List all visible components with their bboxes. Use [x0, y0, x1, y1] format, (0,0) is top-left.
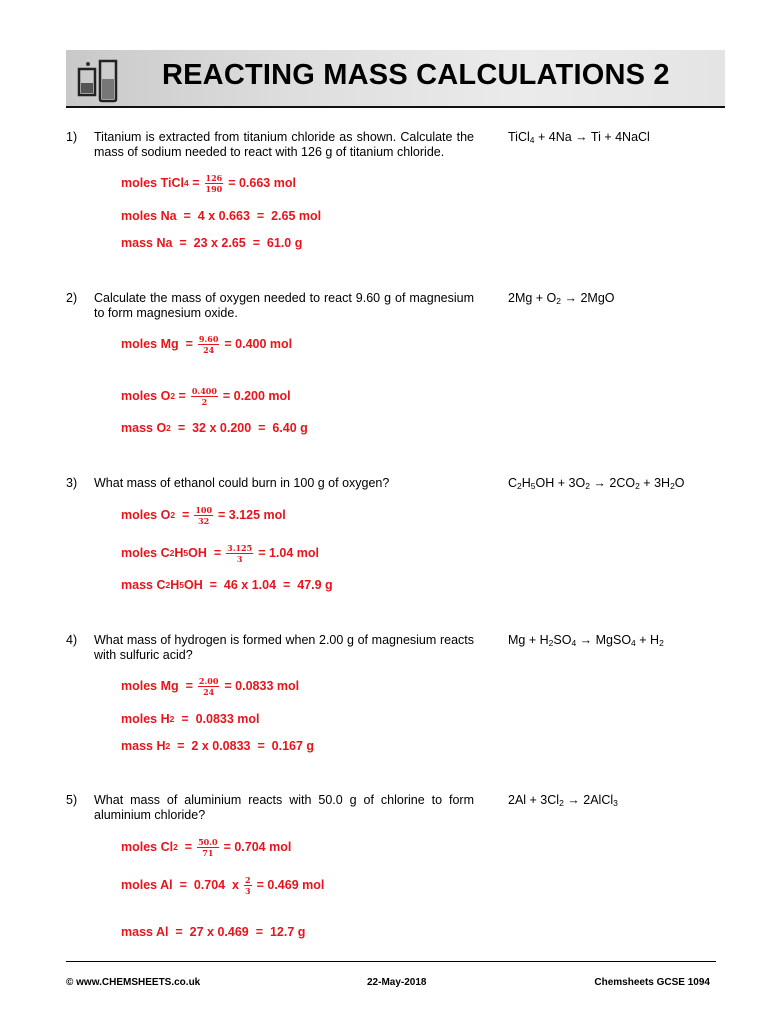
lab-glassware-icon: [76, 55, 124, 103]
text-segment: O: [674, 476, 685, 490]
answer-line: [121, 201, 321, 231]
text-segment: =: [177, 840, 193, 854]
fraction: [244, 875, 252, 896]
text-segment: = 1.04 mol: [258, 546, 320, 560]
chemical-equation: [508, 130, 650, 144]
text-segment: = 0.469 mol: [256, 878, 325, 892]
subscript: 2: [517, 481, 522, 491]
denominator: 3: [245, 885, 251, 896]
text-segment: OH + 3O: [535, 476, 586, 490]
answer-line: mass C 2 H 5 OH = 46 x 1.04 = 47.9 g: [121, 578, 333, 592]
text-segment: Mg + H: [508, 633, 549, 647]
denominator: 2: [201, 396, 208, 407]
text-segment: = 2 x 0.0833 = 0.167 g: [170, 739, 315, 753]
text-segment: mass C: [121, 578, 166, 592]
numerator: 126: [205, 172, 223, 183]
question-text: What mass of aluminium reacts with 50.0 g of chlorine to form aluminium chloride?: [94, 793, 474, 822]
question-text: What mass of hydrogen is formed when 2.00 g of magnesium reacts with sulfuric acid?: [94, 633, 474, 662]
answer-line: moles O 2 = $\frac{0.400}{2}$ = 0.200 mol: [121, 385, 291, 407]
denominator: 71: [202, 847, 214, 858]
text-segment: → MgSO: [576, 633, 632, 647]
answer-line: moles C 2 H 5 OH = $\frac{3.125}{3}$ = 1.04 mol: [121, 542, 320, 564]
text-segment: H: [174, 546, 184, 560]
text-segment: mass O: [121, 421, 167, 435]
numerator: 9.60: [198, 333, 219, 344]
text-segment: moles Cl: [121, 840, 174, 854]
chemical-equation: [508, 291, 615, 305]
fraction: [191, 386, 218, 407]
subscript: 4: [571, 638, 577, 648]
subscript: 2: [659, 638, 664, 648]
question-number: 4): [66, 633, 78, 647]
numerator: 50.0: [198, 836, 218, 847]
text-segment: H: [521, 476, 531, 490]
chemical-equation: [508, 476, 685, 490]
text-segment: OH =: [188, 546, 222, 560]
subscript: 2: [556, 296, 562, 306]
text-segment: =: [175, 508, 190, 522]
subscript: 2: [670, 481, 675, 491]
answer-line: [121, 228, 302, 258]
text-segment: = 3.125 mol: [218, 508, 286, 522]
text-segment: moles H: [121, 712, 170, 726]
title-banner: [66, 50, 725, 108]
fraction: [198, 676, 219, 697]
text-segment: moles O: [121, 508, 171, 522]
text-segment: = 0.0833 mol: [224, 679, 300, 693]
question-number: 3): [66, 476, 78, 490]
text-segment: → 2MgO: [561, 291, 615, 305]
question-number: 1): [66, 130, 78, 144]
text-segment: OH = 46 x 1.04 = 47.9 g: [183, 578, 333, 592]
text-segment: + 4Na → Ti + 4NaCl: [534, 130, 650, 144]
subscript: 4: [631, 638, 636, 648]
text-segment: moles O: [121, 389, 171, 403]
fraction: [194, 505, 213, 526]
text-segment: SO: [553, 633, 572, 647]
text-segment: C: [508, 476, 518, 490]
subscript: 5: [530, 481, 536, 491]
answer-line: moles TiCl 4 = $\frac{126}{190}$ = 0.663 mol: [121, 172, 296, 194]
text-segment: H: [170, 578, 180, 592]
text-segment: = 0.704 mol: [223, 840, 292, 854]
chemical-equation: [508, 633, 664, 647]
text-segment: = 0.400 mol: [224, 337, 293, 351]
text-segment: = 0.0833 mol: [174, 712, 260, 726]
text-segment: moles C: [121, 546, 170, 560]
text-segment: moles Mg =: [121, 337, 193, 351]
denominator: 32: [198, 515, 210, 526]
question-number: 2): [66, 291, 78, 305]
question-text: Titanium is extracted from titanium chloride as shown. Calculate the mass of sodium needed to react with 126 g of titanium chloride.: [94, 130, 474, 159]
text-segment: moles Mg =: [121, 679, 193, 693]
subscript: 3: [613, 798, 618, 808]
fraction: [205, 173, 224, 194]
subscript: 4: [529, 135, 535, 145]
subscript: 2: [585, 481, 590, 491]
subscript: 2: [548, 638, 554, 648]
fraction: [197, 837, 218, 858]
answer-line: mass H 2 = 2 x 0.0833 = 0.167 g: [121, 739, 315, 753]
text-segment: mass H: [121, 739, 166, 753]
text-segment: moles Na = 4 x 0.663 = 2.65 mol: [121, 209, 322, 223]
text-segment: + H: [635, 633, 660, 647]
text-segment: mass Na = 23 x 2.65 = 61.0 g: [121, 236, 303, 250]
footer-date: 22-May-2018: [367, 977, 427, 988]
answer-line: moles H 2 = 0.0833 mol: [121, 712, 260, 726]
text-segment: =: [188, 176, 200, 190]
denominator: 24: [203, 344, 215, 355]
numerator: 3.125: [227, 542, 253, 553]
denominator: 190: [205, 183, 223, 194]
footer-reference: Chemsheets GCSE 1094: [594, 977, 710, 988]
text-segment: + 3H: [639, 476, 671, 490]
text-segment: → 2AlCl: [563, 793, 614, 807]
subscript: 2: [635, 481, 640, 491]
text-segment: → 2CO: [589, 476, 636, 490]
answer-line: moles Cl 2 = $\frac{50.0}{71}$ = 0.704 mol: [121, 836, 292, 858]
page-title: REACTING MASS CALCULATIONS 2: [162, 59, 670, 91]
denominator: 3: [236, 553, 243, 564]
footer-divider: [66, 961, 716, 962]
question-number: 5): [66, 793, 78, 807]
numerator: 100: [195, 504, 213, 515]
text-segment: moles TiCl: [121, 176, 184, 190]
text-segment: 2Al + 3Cl: [508, 793, 560, 807]
answer-line: [121, 671, 299, 701]
text-segment: = 0.200 mol: [222, 389, 291, 403]
numerator: 2.00: [198, 675, 219, 686]
footer-website: © www.CHEMSHEETS.co.uk: [66, 977, 201, 988]
question-text: What mass of ethanol could burn in 100 g of oxygen?: [94, 476, 390, 490]
question-text: Calculate the mass of oxygen needed to react 9.60 g of magnesium to form magnesium oxide.: [94, 291, 474, 320]
answer-line: [121, 917, 305, 947]
text-segment: 2Mg + O: [508, 291, 557, 305]
fraction: [198, 334, 219, 355]
text-segment: TiCl: [508, 130, 530, 144]
answer-line: mass O 2 = 32 x 0.200 = 6.40 g: [121, 421, 308, 435]
answer-line: moles O 2 = $\frac{100}{32}$ = 3.125 mol: [121, 504, 286, 526]
chemical-equation: [508, 793, 618, 807]
numerator: 2: [245, 874, 251, 885]
denominator: 24: [203, 686, 215, 697]
fraction: [226, 543, 253, 564]
subscript: 2: [559, 798, 564, 808]
answer-line: [121, 329, 292, 359]
text-segment: = 0.663 mol: [228, 176, 296, 190]
answer-line: [121, 870, 324, 900]
text-segment: mass Al = 27 x 0.469 = 12.7 g: [121, 925, 306, 939]
text-segment: =: [175, 389, 186, 403]
text-segment: = 32 x 0.200 = 6.40 g: [170, 421, 308, 435]
text-segment: moles Al = 0.704 x: [121, 878, 240, 892]
numerator: 0.400: [191, 385, 217, 396]
